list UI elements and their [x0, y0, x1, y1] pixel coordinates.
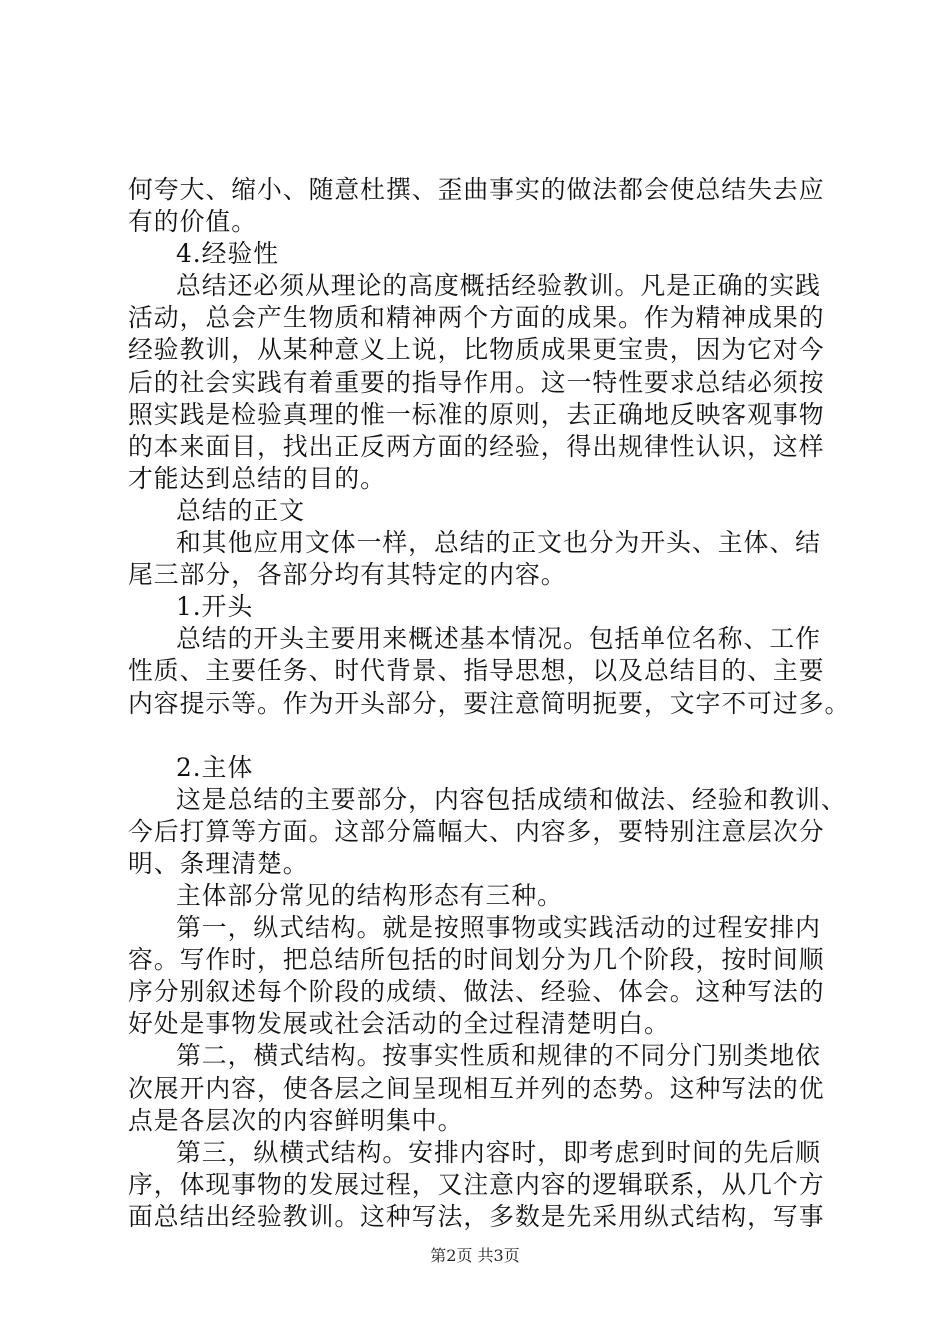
paragraph-gap: [128, 720, 828, 752]
text-line: 第三，纵横式结构。安排内容时，即考虑到时间的先后顺: [176, 1137, 821, 1167]
page-number-footer: 第2页 共3页: [430, 1246, 520, 1265]
text-line: 主体部分常见的结构形态有三种。: [176, 880, 563, 910]
text-line: 序，体现事物的发展过程，又注意内容的逻辑联系，从几个方: [128, 1169, 825, 1199]
text-line: 第二，横式结构。按事实性质和规律的不同分门别类地依: [176, 1041, 821, 1071]
text-line: 明、条理清楚。: [128, 848, 309, 878]
text-line: 第一，纵式结构。就是按照事物或实践活动的过程安排内: [176, 913, 821, 943]
text-line: 尾三部分，各部分均有其特定的内容。: [128, 560, 567, 590]
text-line: 这是总结的主要部分，内容包括成绩和做法、经验和教训、: [176, 784, 847, 814]
text-line: 活动，总会产生物质和精神两个方面的成果。作为精神成果的: [128, 303, 825, 333]
text-line: 和其他应用文体一样，总结的正文也分为开头、主体、结: [176, 528, 821, 558]
section-heading: 4.经验性: [176, 239, 280, 269]
text-line: 点是各层次的内容鲜明集中。: [128, 1105, 464, 1135]
text-line: 照实践是检验真理的惟一标准的原则，去正确地反映客观事物: [128, 399, 825, 429]
text-line: 的本来面目，找出正反两方面的经验，得出规律性认识，这样: [128, 431, 825, 461]
text-line: 今后打算等方面。这部分篇幅大、内容多，要特别注意层次分: [128, 816, 825, 846]
text-line: 后的社会实践有着重要的指导作用。这一特性要求总结必须按: [128, 367, 825, 397]
section-heading: 总结的正文: [176, 495, 305, 525]
text-line: 总结的开头主要用来概述基本情况。包括单位名称、工作: [176, 624, 821, 654]
text-line: 序分别叙述每个阶段的成绩、做法、经验、体会。这种写法的: [128, 977, 825, 1007]
section-heading: 1.开头: [176, 592, 254, 622]
text-line: 性质、主要任务、时代背景、指导思想，以及总结目的、主要: [128, 656, 825, 686]
text-line: 才能达到总结的目的。: [128, 463, 386, 493]
text-line: 次展开内容，使各层之间呈现相互并列的态势。这种写法的优: [128, 1073, 825, 1103]
text-line: 有的价值。: [128, 207, 257, 237]
section-heading: 2.主体: [176, 752, 254, 782]
text-line: 内容提示等。作为开头部分，要注意简明扼要，文字不可过多。: [128, 688, 851, 718]
text-line: 何夸大、缩小、随意杜撰、歪曲事实的做法都会使总结失去应: [128, 175, 825, 204]
text-line: 好处是事物发展或社会活动的全过程清楚明白。: [128, 1009, 670, 1039]
text-line: 经验教训，从某种意义上说，比物质成果更宝贵，因为它对今: [128, 335, 825, 365]
document-body: [128, 174, 851, 1233]
text-line: 总结还必须从理论的高度概括经验教训。凡是正确的实践: [176, 271, 821, 301]
text-line: 面总结出经验教训。这种写法，多数是先采用纵式结构，写事: [128, 1201, 825, 1231]
text-line: 容。写作时，把总结所包括的时间划分为几个阶段，按时间顺: [128, 945, 825, 975]
